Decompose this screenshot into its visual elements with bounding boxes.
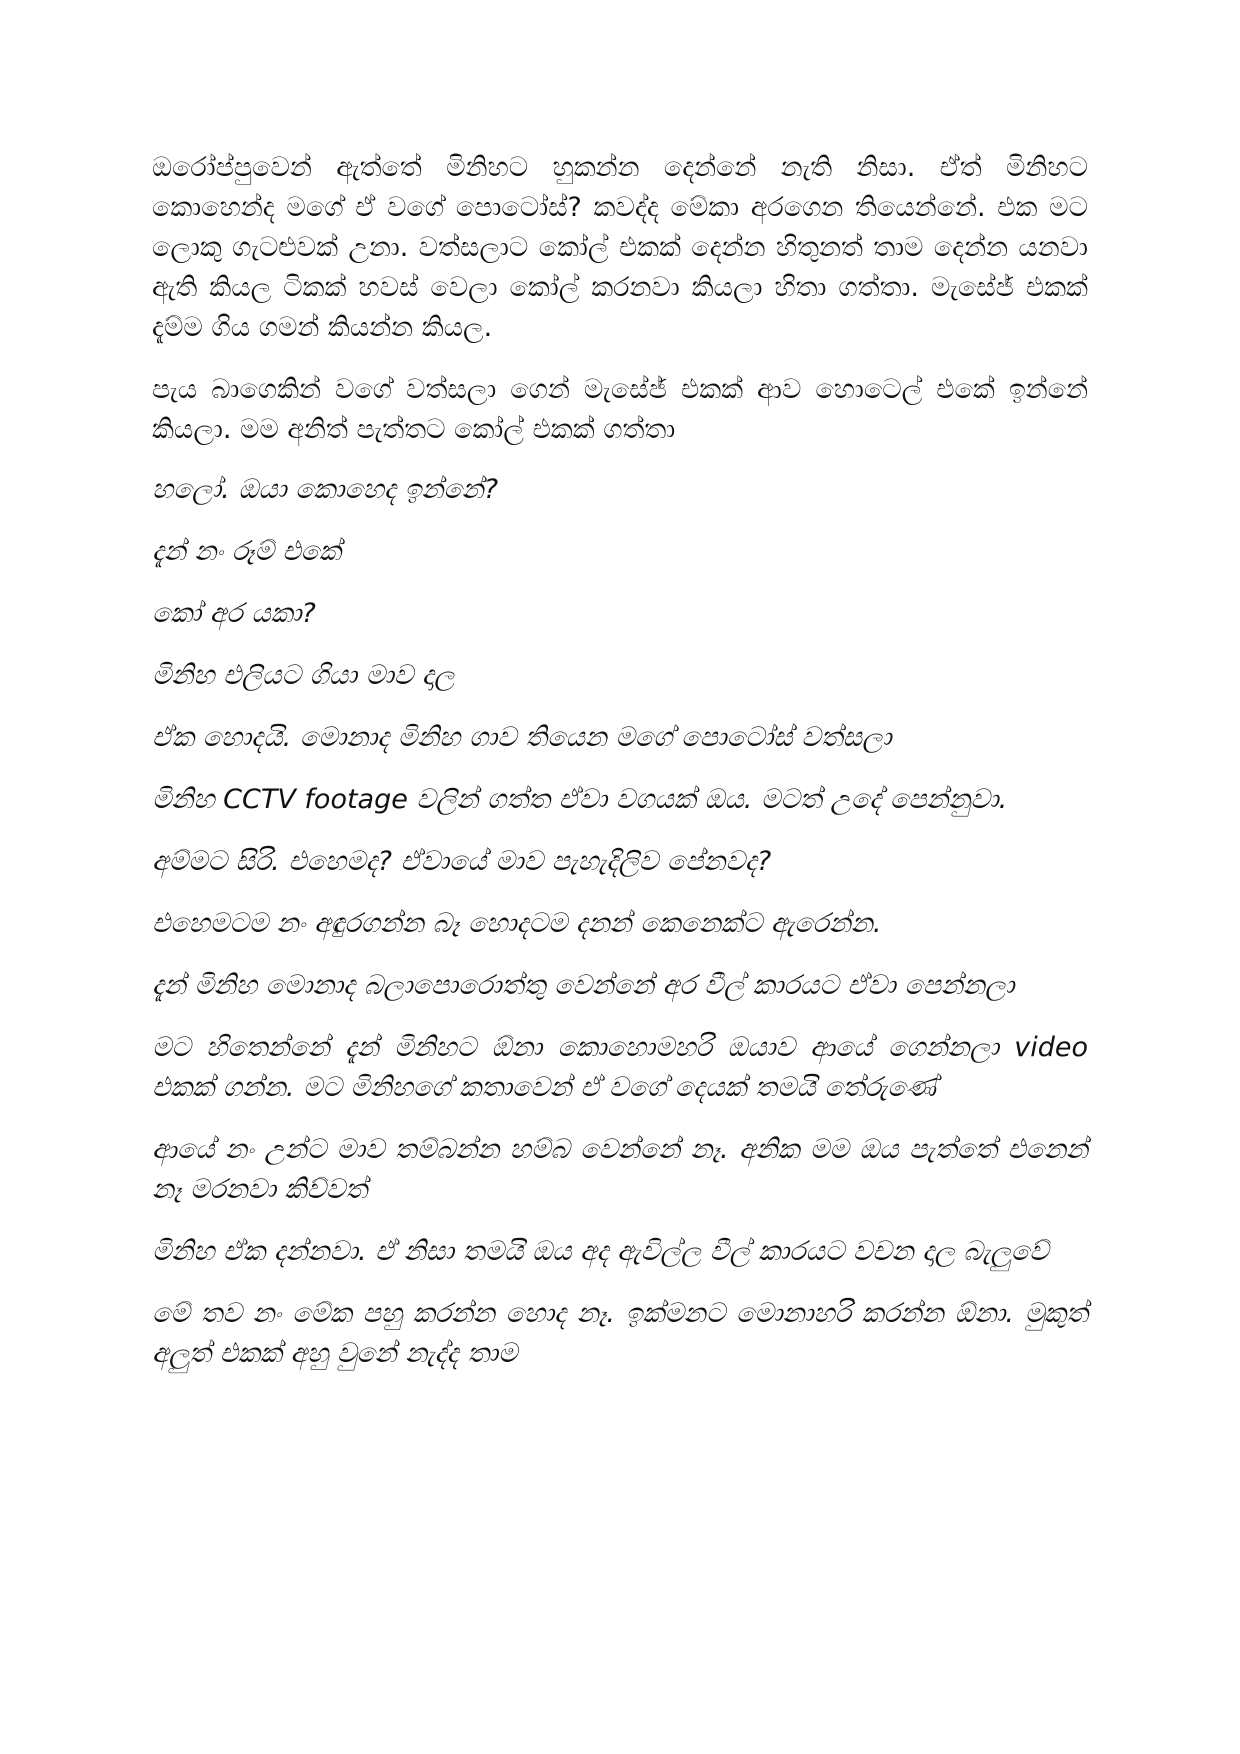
dialogue-line-12: මිනිහ ඒක දන්නවා. ඒ නිසා තමයි ඔය අද ඇවිල්ල වීල් කාරයට වචන දාල බැලුවේ bbox=[152, 1236, 1049, 1267]
dialogue-line-9: දැන් මිනිහ මොනාද බලාපොරොත්තු වෙන්නේ අර වීල් කාරයට ඒවා පෙන්නලා bbox=[152, 970, 1015, 1001]
dialogue-line-1: හලෝ. ඔයා කොහෙද ඉන්නේ? bbox=[152, 474, 499, 505]
dialogue-line-7: අම්මට සිරි. එහෙමද? ඒවායේ මාව පැහැදිලිව පේනවද? bbox=[152, 846, 772, 877]
narrative-paragraph-2: පැය බාගෙකින් වගේ වත්සලා ගෙන් මැසේජ් එකක් ආව හොටෙල් එකේ ඉන්නේ කියලා. මම අනිත් පැත්තට කෝල් එකක් ගත්තා bbox=[152, 374, 1088, 445]
dialogue-line-3: කෝ අර යකා? bbox=[152, 598, 316, 629]
document-page bbox=[152, 148, 1088, 1396]
dialogue-line-5: ඒක හොදයි. මොනාද මිනිහ ගාව තියෙන මගේ පොටෝස් වත්සලා bbox=[152, 722, 892, 753]
dialogue-line-4: මිනිහ එලියට ගියා මාව දාල bbox=[152, 660, 455, 691]
dialogue-line-11: ආයේ නං උන්ට මාව තම්බන්න හම්බ වෙන්නේ නෑ. අනික මම ඔය පැත්තේ එනෙන් නෑ මරනවා කිව්වත් bbox=[152, 1134, 1088, 1205]
dialogue-line-2: දැන් නං රූම් එකේ bbox=[152, 536, 341, 567]
dialogue-line-13: මේ තව නං මේක පහු කරන්න හොද නෑ. ඉක්මනට මොනාහරි කරන්න ඕනා. මුකුත් අලුත් එකක් අහු වුනේ නැද්ද තාම bbox=[152, 1298, 1088, 1369]
dialogue-line-6: මිනිහ CCTV footage වලින් ගත්ත ඒවා වගයක් ඔය. මටත් උදේ පෙන්නුවා. bbox=[152, 784, 1008, 815]
dialogue-line-8: එහෙමටම නං අඳුරගන්න බෑ හොදටම දනන් කෙනෙක්ට ඇරෙන්න. bbox=[152, 908, 882, 939]
dialogue-line-10: මට හිතෙන්නේ දැන් මිනිහට ඕනා කොහොමහරි ඔයාව ආයේ ගෙන්නලා video එකක් ගන්න. මට මිනිහගේ කතාවෙන් ඒ වගේ දෙයක් තමයි තේරුණේ bbox=[152, 1032, 1088, 1103]
narrative-paragraph-1: ඔරෝප්පුවෙන් ඇත්තේ මිනිහට හුකන්න දෙන්නේ නැති නිසා. ඒත් මිනිහට කොහෙන්ද මගේ ඒ වගේ පොටෝස්? කවද්ද මේකා අරගෙන තියෙන්නේ. එක මට ලොකු ගැටළුවක් උනා. වත්සලාට කෝල් එකක් දෙන්න හිතුනත් තාම දෙන්න යනවා ඇති කියල ටිකක් හවස් වෙලා කෝල් කරනවා කියලා හිතා ගත්තා. මැසේජ් එකක් දැම්ම ගිය ගමන් කියන්න කියල. bbox=[152, 152, 1088, 343]
